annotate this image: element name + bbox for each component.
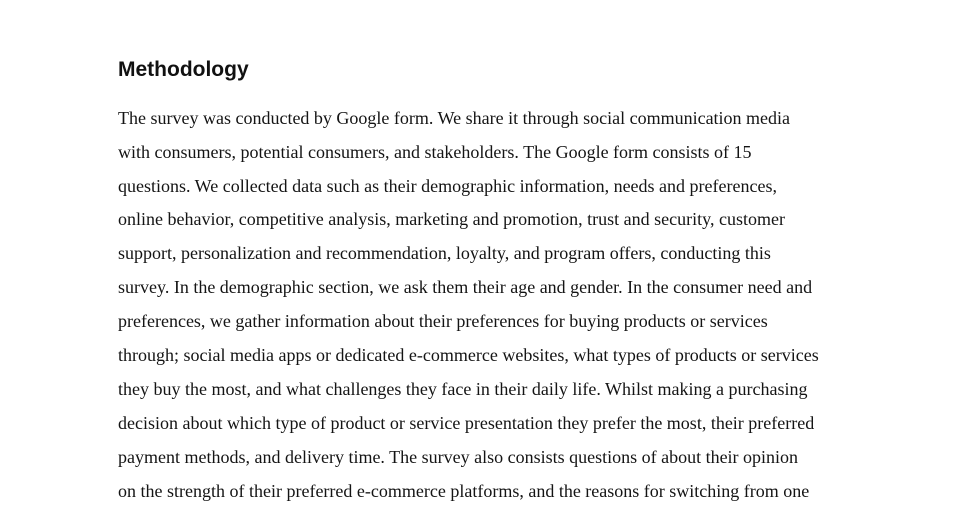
section-heading: Methodology <box>118 58 249 81</box>
paragraph-line: The survey was conducted by Google form. We share it through social communication media <box>118 108 791 128</box>
paragraph-line: payment methods, and delivery time. The survey also consists questions of about their opinion <box>118 447 799 467</box>
paragraph-line: with consumers, potential consumers, and stakeholders. The Google form consists of 15 <box>118 142 752 162</box>
paragraph-line: support, personalization and recommendation, loyalty, and program offers, conducting this <box>118 243 771 263</box>
paragraph-line: through; social media apps or dedicated e-commerce websites, what types of products or services <box>118 345 819 365</box>
paragraph-line: online behavior, competitive analysis, marketing and promotion, trust and security, customer <box>118 209 785 229</box>
paragraph-line: questions. We collected data such as their demographic information, needs and preferences, <box>118 176 777 196</box>
paragraph-line: preferences, we gather information about their preferences for buying products or services <box>118 311 768 331</box>
paragraph-line: on the strength of their preferred e-commerce platforms, and the reasons for switching from one <box>118 481 810 501</box>
paragraph-line: they buy the most, and what challenges they face in their daily life. Whilst making a purchasing <box>118 379 808 399</box>
paragraph-line: decision about which type of product or service presentation they prefer the most, their preferred <box>118 413 815 433</box>
paragraph-line: survey. In the demographic section, we ask them their age and gender. In the consumer need and <box>118 277 813 297</box>
